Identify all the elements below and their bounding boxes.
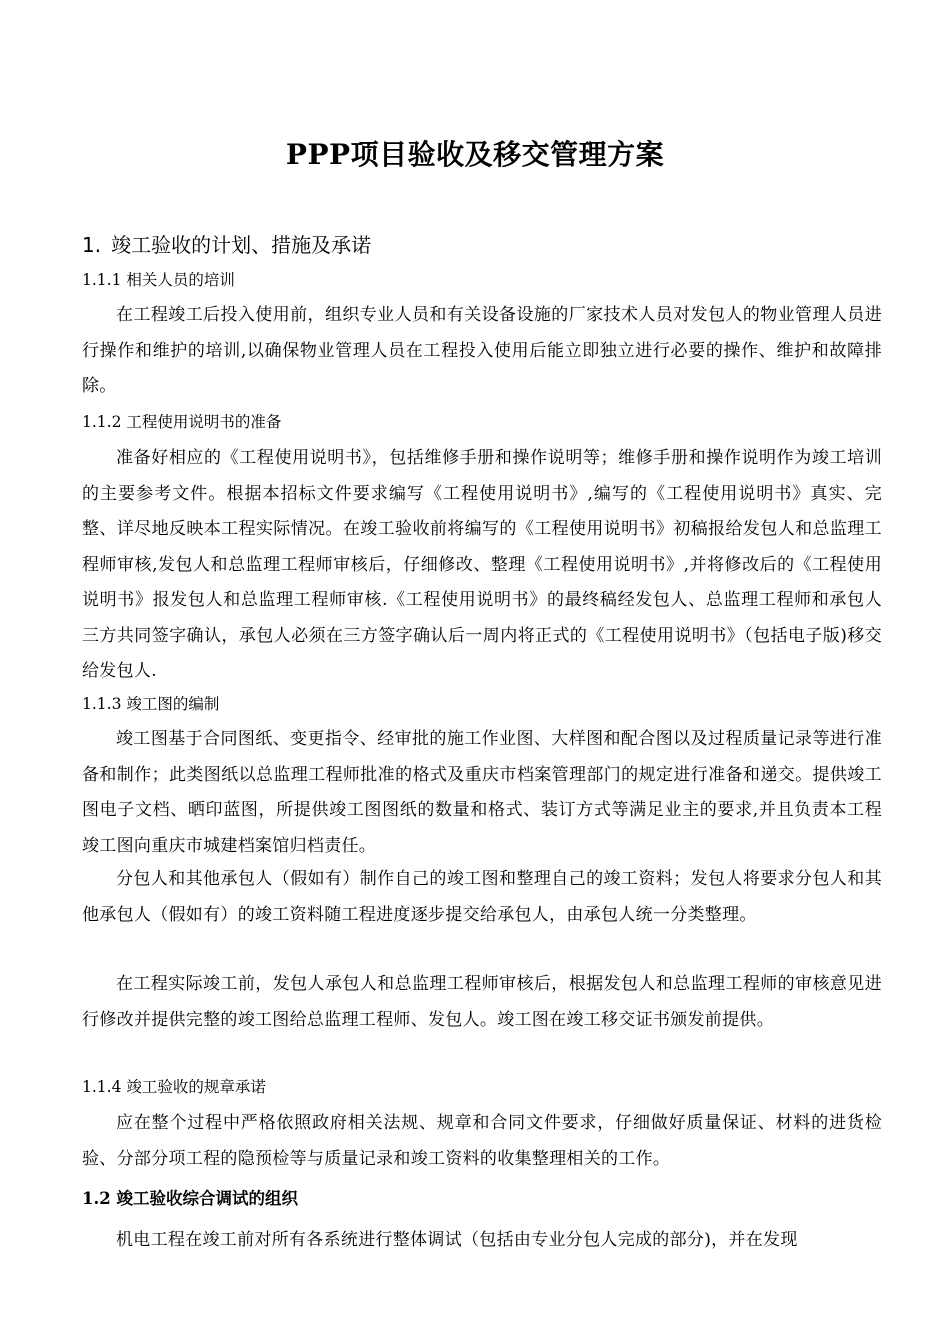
- paragraph-1-1-3-c: 在工程实际竣工前，发包人承包人和总监理工程师审核后，根据发包人和总监理工程师的审核意见进行修改并提供完整的竣工图给总监理工程师、发包人。竣工图在竣工移交证书颁发前提供。: [82, 974, 882, 1030]
- paragraph-1-2-a: 机电工程在竣工前对所有各系统进行整体调试（包括由专业分包人完成的部分)，并在发现: [116, 1230, 798, 1250]
- heading-1-1-1: 1.1.1 相关人员的培训: [82, 271, 235, 289]
- section-1-title: 竣工验收的计划、措施及承诺: [111, 233, 372, 257]
- section-1-heading: [82, 230, 371, 260]
- heading-1-1-4: 1.1.4 竣工验收的规章承诺: [82, 1078, 266, 1096]
- paragraph-1-1-4-a: 应在整个过程中严格依照政府相关法规、规章和合同文件要求，仔细做好质量保证、材料的进货检验、分部分项工程的隐预检等与质量记录和竣工资料的收集整理相关的工作。: [82, 1113, 882, 1169]
- paragraph-1-1-1-a: 在工程竣工后投入使用前，组织专业人员和有关设备设施的厂家技术人员对发包人的物业管理人员进行操作和维护的培训,以确保物业管理人员在工程投入使用后能立即独立进行必要的操作、维护和故障排除。: [82, 305, 882, 396]
- section-1-number: 1.: [82, 233, 102, 257]
- paragraph-1-1-3-a: 竣工图基于合同图纸、变更指令、经审批的施工作业图、大样图和配合图以及过程质量记录等进行准备和制作；此类图纸以总监理工程师批准的格式及重庆市档案管理部门的规定进行准备和递交。提供竣工图电子文档、晒印蓝图，所提供竣工图图纸的数量和格式、装订方式等满足业主的要求,并且负责本工程竣工图向重庆市城建档案馆归档责任。: [82, 729, 882, 856]
- heading-1-2: 1.2 竣工验收综合调试的组织: [82, 1189, 298, 1208]
- paragraph-1-1-3-b: 分包人和其他承包人（假如有）制作自己的竣工图和整理自己的竣工资料；发包人将要求分包人和其他承包人（假如有）的竣工资料随工程进度逐步提交给承包人，由承包人统一分类整理。: [82, 869, 882, 925]
- paragraph-1-1-2-a: 准备好相应的《工程使用说明书》，包括维修手册和操作说明等；维修手册和操作说明作为竣工培训的主要参考文件。根据本招标文件要求编写《工程使用说明书》,编写的《工程使用说明书》真实、完整、详尽地反映本工程实际情况。在竣工验收前将编写的《工程使用说明书》初稿报给发包人和总监理工程师审核,发包人和总监理工程师审核后，仔细修改、整理《工程使用说明书》,并将修改后的《工程使用说明书》报发包人和总监理工程师审核.《工程使用说明书》的最终稿经发包人、总监理工程师和承包人三方共同签字确认，承包人必须在三方签字确认后一周内将正式的《工程使用说明书》（包括电子版)移交给发包人.: [82, 448, 882, 681]
- heading-1-1-2: 1.1.2 工程使用说明书的准备: [82, 413, 282, 431]
- heading-1-1-3: 1.1.3 竣工图的编制: [82, 695, 220, 713]
- document-title: PPP项目验收及移交管理方案: [285, 138, 665, 171]
